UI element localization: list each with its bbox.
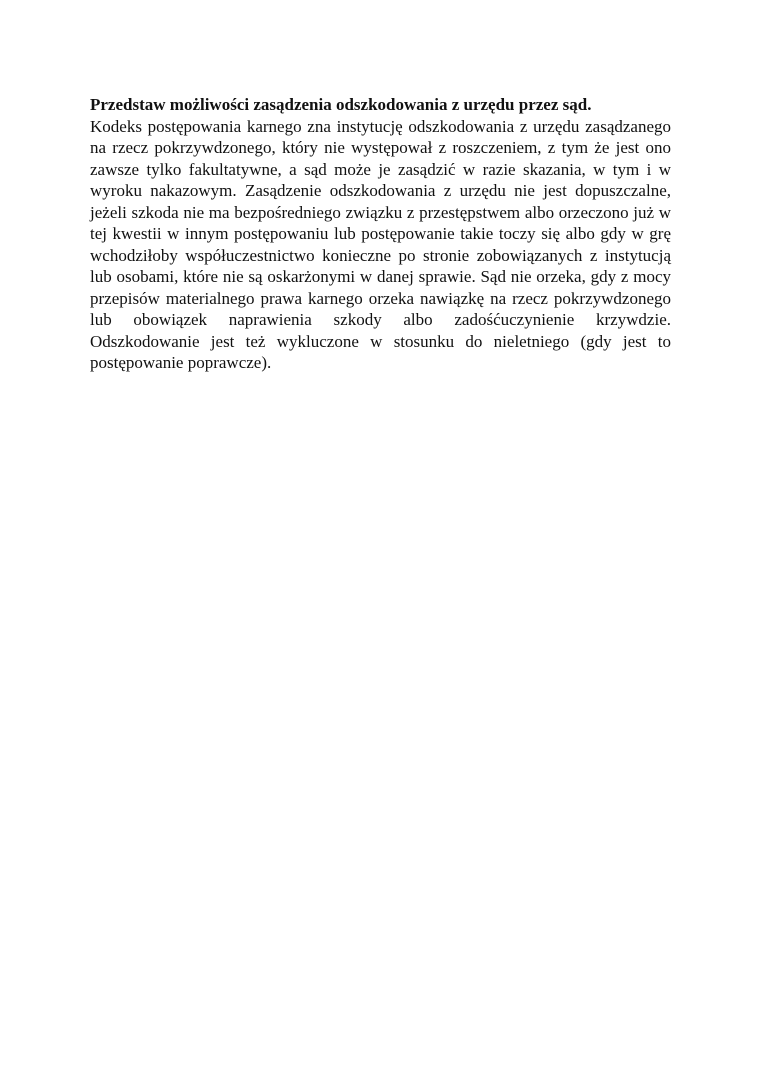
answer-paragraph: Kodeks postępowania karnego zna instytucję odszkodowania z urzędu zasądzanego na rzecz pokrzywdzonego, który nie występował z roszczeniem, z tym że jest ono zawsze tylko fakultatywne, a sąd może je zasądzić w razie skazania, w tym i w wyroku nakazowym. Zasądzenie odszkodowania z urzędu nie jest dopuszczalne, jeżeli szkoda nie ma bezpośredniego związku z przestępstwem albo orzeczono już w tej kwestii w innym postępowaniu lub postępowanie takie toczy się albo gdy w grę wchodziłoby współuczestnictwo konieczne po stronie zobowiązanych z instytucją lub osobami, które nie są oskarżonymi w danej sprawie. Sąd nie orzeka, gdy z mocy przepisów materialnego prawa karnego orzeka nawiązkę na rzecz pokrzywdzonego lub obowiązek naprawienia szkody albo zadośćuczynienie krzywdzie. Odszkodowanie jest też wykluczone w stosunku do nieletniego (gdy jest to postępowanie poprawcze). [90, 116, 671, 372]
question-heading: Przedstaw możliwości zasądzenia odszkodowania z urzędu przez sąd. [90, 95, 592, 114]
document-content [90, 94, 671, 374]
